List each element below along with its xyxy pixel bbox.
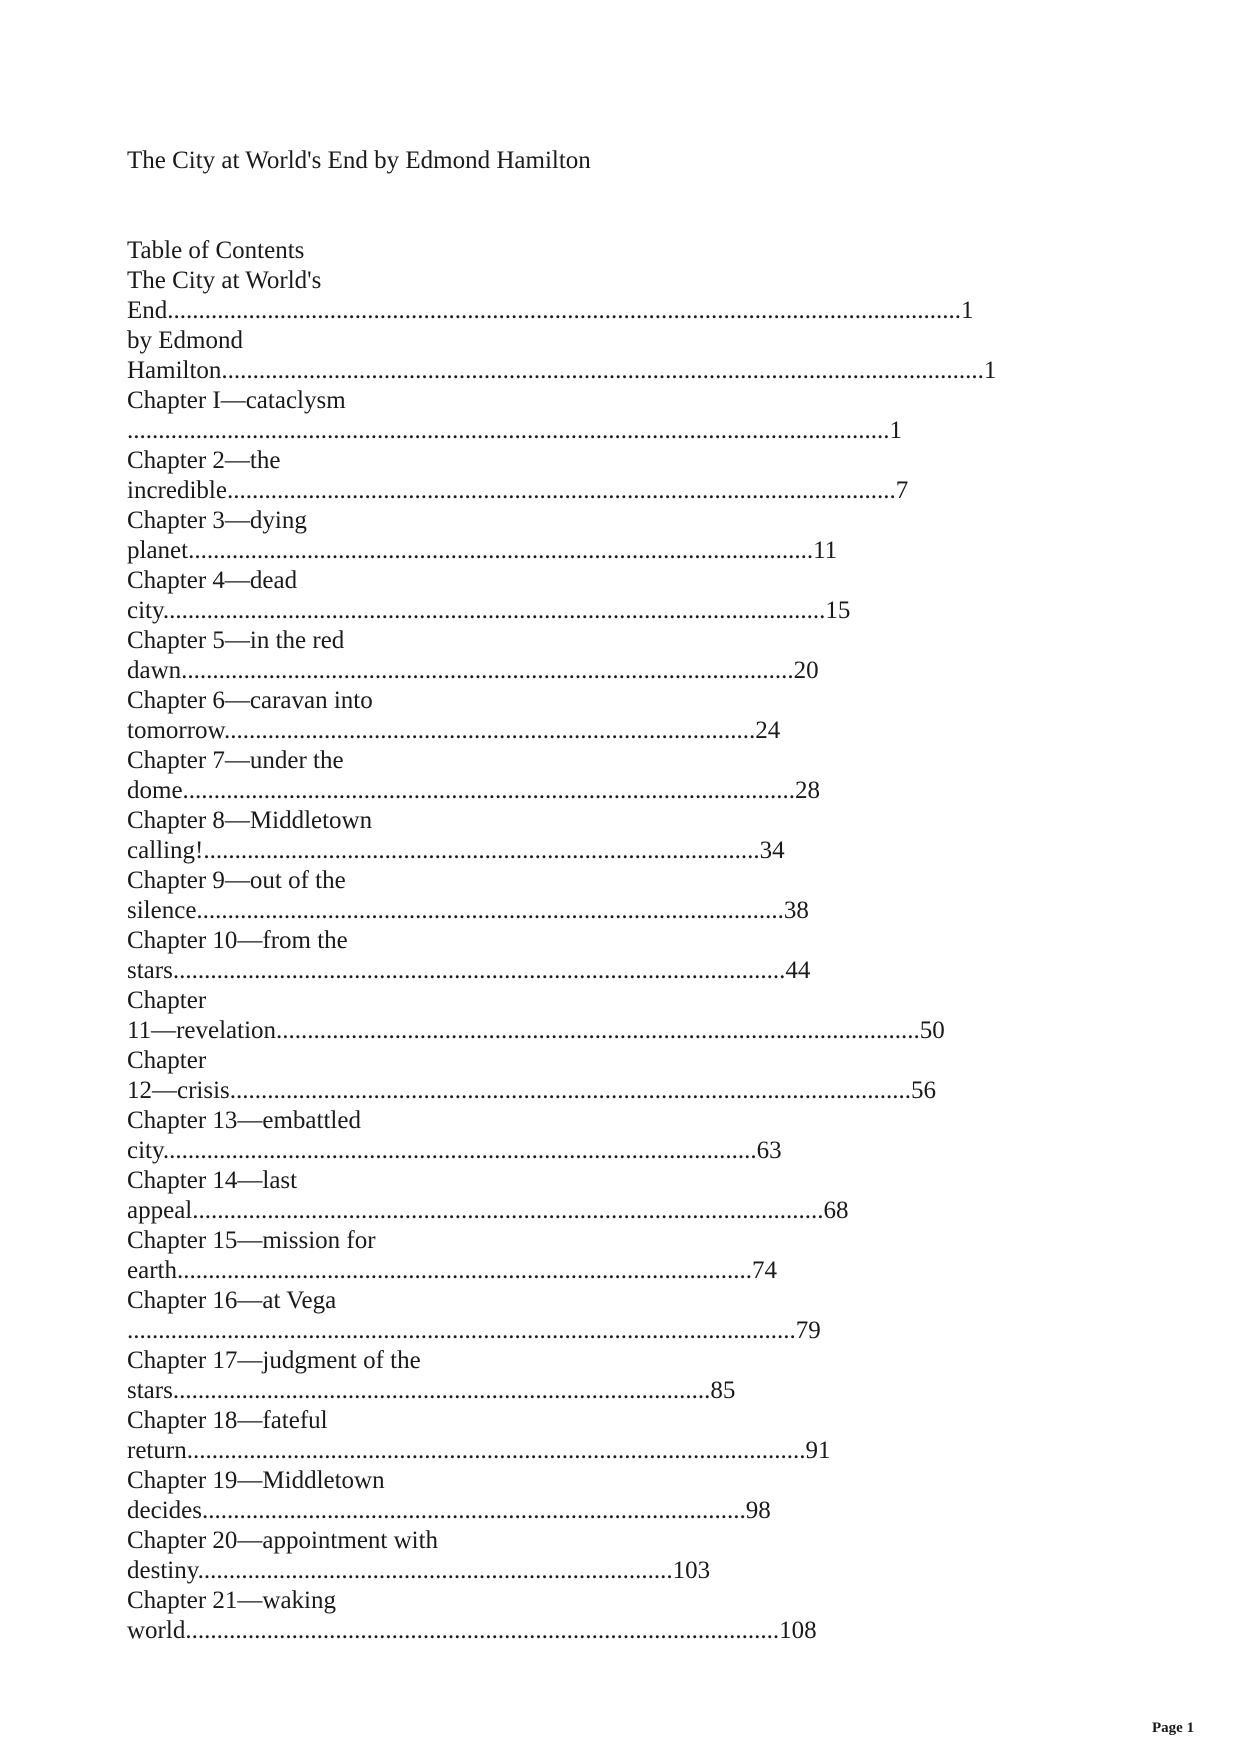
toc-line: dawn..................................................................................................20: [127, 657, 819, 684]
toc-line: Chapter: [127, 987, 207, 1014]
toc-line: Chapter 19—Middletown: [127, 1467, 385, 1494]
toc-line: destiny............................................................................103: [127, 1557, 711, 1584]
document-title: The City at World's End by Edmond Hamilton: [127, 147, 591, 174]
toc-line: Chapter 14—last: [127, 1167, 298, 1194]
toc-line: Chapter 10—from the: [127, 927, 348, 954]
toc-line: End...............................................................................................................................1: [127, 297, 974, 324]
toc-line: Chapter: [127, 1047, 207, 1074]
toc-line: Chapter 18—fateful: [127, 1407, 328, 1434]
toc-line: earth............................................................................................74: [127, 1257, 777, 1284]
page-number: Page 1: [1152, 1720, 1195, 1736]
toc-line: The City at World's: [127, 267, 322, 294]
toc-line: Chapter 13—embattled: [127, 1107, 361, 1134]
toc-line: Chapter 15—mission for: [127, 1227, 376, 1254]
toc-line: 11—revelation.......................................................................................................50: [127, 1017, 945, 1044]
toc-line: Chapter 20—appointment with: [127, 1527, 439, 1554]
toc-line: silence..............................................................................................38: [127, 897, 809, 924]
toc-line: Chapter 21—waking: [127, 1587, 336, 1614]
toc-line: return...................................................................................................91: [127, 1437, 831, 1464]
toc-line: ...........................................................................................................79: [127, 1317, 821, 1344]
toc-heading: Table of Contents: [127, 237, 305, 264]
toc-line: ..........................................................................................................................1: [127, 417, 902, 444]
table-of-contents: [127, 236, 996, 1646]
toc-line: decides.......................................................................................98: [127, 1497, 771, 1524]
toc-line: Chapter I—cataclysm: [127, 387, 346, 414]
toc-line: 12—crisis.............................................................................................................56: [127, 1077, 937, 1104]
toc-line: tomorrow.....................................................................................24: [127, 717, 781, 744]
toc-line: Chapter 2—the: [127, 447, 281, 474]
toc-line: stars......................................................................................85: [127, 1377, 736, 1404]
toc-line: incredible...........................................................................................................7: [127, 477, 909, 504]
toc-line: world...............................................................................................108: [127, 1617, 817, 1644]
toc-line: city...............................................................................................63: [127, 1137, 782, 1164]
toc-line: Chapter 8—Middletown: [127, 807, 373, 834]
toc-line: dome..................................................................................................28: [127, 777, 821, 804]
toc-line: Hamilton..........................................................................................................................1: [127, 357, 997, 384]
toc-line: calling!.........................................................................................34: [127, 837, 785, 864]
toc-line: Chapter 17—judgment of the: [127, 1347, 421, 1374]
toc-line: Chapter 4—dead: [127, 567, 298, 594]
toc-line: Chapter 7—under the: [127, 747, 344, 774]
toc-line: stars..................................................................................................44: [127, 957, 811, 984]
toc-line: by Edmond: [127, 327, 243, 354]
toc-line: Chapter 9—out of the: [127, 867, 346, 894]
toc-line: Chapter 5—in the red: [127, 627, 345, 654]
toc-line: Chapter 16—at Vega: [127, 1287, 337, 1314]
toc-line: appeal.....................................................................................................68: [127, 1197, 849, 1224]
toc-line: Chapter 6—caravan into: [127, 687, 373, 714]
toc-line: Chapter 3—dying: [127, 507, 307, 534]
toc-line: planet....................................................................................................11: [127, 537, 838, 564]
toc-line: city..........................................................................................................15: [127, 597, 851, 624]
